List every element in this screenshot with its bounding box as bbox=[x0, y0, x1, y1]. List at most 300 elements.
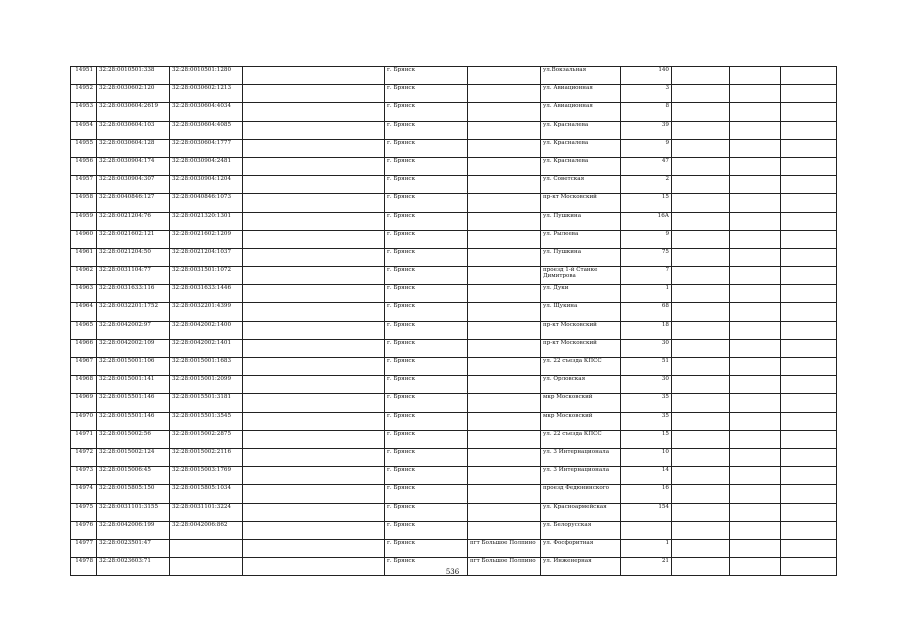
blank-cell bbox=[730, 394, 781, 412]
blank-cell bbox=[781, 503, 837, 521]
settlement-cell bbox=[468, 303, 541, 321]
street-cell: ул. Белорусская bbox=[541, 521, 621, 539]
row-number-cell: 14966 bbox=[71, 339, 97, 357]
blank-cell bbox=[781, 430, 837, 448]
blank-cell bbox=[243, 485, 385, 503]
blank-cell bbox=[781, 157, 837, 175]
city-cell: г. Брянск bbox=[385, 448, 468, 466]
street-cell: ул. Орловская bbox=[541, 376, 621, 394]
blank-cell bbox=[781, 139, 837, 157]
blank-cell bbox=[781, 358, 837, 376]
street-cell: пр-кт Московский bbox=[541, 194, 621, 212]
blank-cell bbox=[781, 521, 837, 539]
table-row bbox=[71, 157, 837, 175]
cadastral-number-cell: 32:28:0015501:146 bbox=[97, 412, 170, 430]
cadastral-number-cell: 32:28:0030604:103 bbox=[97, 121, 170, 139]
blank-cell bbox=[672, 194, 730, 212]
page-number: 536 bbox=[445, 568, 460, 576]
table-row bbox=[71, 448, 837, 466]
blank-cell bbox=[243, 248, 385, 266]
blank-cell bbox=[730, 194, 781, 212]
city-cell: г. Брянск bbox=[385, 467, 468, 485]
cadastral-number-cell: 32:28:0042002:109 bbox=[97, 339, 170, 357]
settlement-cell bbox=[468, 67, 541, 85]
city-cell: г. Брянск bbox=[385, 248, 468, 266]
street-cell: ул. Инженерная bbox=[541, 558, 621, 576]
table-row bbox=[71, 67, 837, 85]
cadastral-number-cell: 32:28:0021204:76 bbox=[97, 212, 170, 230]
blank-cell bbox=[730, 521, 781, 539]
street-cell: ул. Красналева bbox=[541, 121, 621, 139]
house-number-cell: 15 bbox=[621, 194, 672, 212]
blank-cell bbox=[243, 139, 385, 157]
city-cell: г. Брянск bbox=[385, 194, 468, 212]
blank-cell bbox=[243, 358, 385, 376]
city-cell: г. Брянск bbox=[385, 394, 468, 412]
blank-cell bbox=[672, 358, 730, 376]
cadastral-number-cell: 32:28:0015002:124 bbox=[97, 448, 170, 466]
blank-cell bbox=[781, 67, 837, 85]
blank-cell bbox=[243, 430, 385, 448]
city-cell: г. Брянск bbox=[385, 339, 468, 357]
settlement-cell bbox=[468, 230, 541, 248]
blank-cell bbox=[730, 485, 781, 503]
building-cadastral-number-cell: 32:28:0030904:1204 bbox=[170, 176, 243, 194]
row-number-cell: 14971 bbox=[71, 430, 97, 448]
row-number-cell: 14963 bbox=[71, 285, 97, 303]
blank-cell bbox=[781, 103, 837, 121]
cadastral-number-cell: 32:28:0042002:97 bbox=[97, 321, 170, 339]
building-cadastral-number-cell: 32:28:0032201:4399 bbox=[170, 303, 243, 321]
row-number-cell: 14951 bbox=[71, 67, 97, 85]
cadastral-number-cell: 32:28:0030904:174 bbox=[97, 157, 170, 175]
row-number-cell: 14962 bbox=[71, 267, 97, 285]
row-number-cell: 14974 bbox=[71, 485, 97, 503]
building-cadastral-number-cell: 32:28:0030602:1213 bbox=[170, 85, 243, 103]
settlement-cell bbox=[468, 448, 541, 466]
house-number-cell: 3 bbox=[621, 85, 672, 103]
blank-cell bbox=[730, 448, 781, 466]
settlement-cell bbox=[468, 467, 541, 485]
table-row bbox=[71, 321, 837, 339]
city-cell: г. Брянск bbox=[385, 230, 468, 248]
row-number-cell: 14968 bbox=[71, 376, 97, 394]
city-cell: г. Брянск bbox=[385, 85, 468, 103]
table-row bbox=[71, 230, 837, 248]
row-number-cell: 14964 bbox=[71, 303, 97, 321]
city-cell: г. Брянск bbox=[385, 558, 468, 576]
street-cell: ул. Авиационная bbox=[541, 85, 621, 103]
building-cadastral-number-cell: 32:28:0030904:2481 bbox=[170, 157, 243, 175]
street-cell: ул. 3 Интернационала bbox=[541, 448, 621, 466]
cadastral-number-cell: 32:28:0030604:128 bbox=[97, 139, 170, 157]
blank-cell bbox=[730, 121, 781, 139]
building-cadastral-number-cell: 32:28:0042002:1400 bbox=[170, 321, 243, 339]
house-number-cell: 7 bbox=[621, 267, 672, 285]
street-cell: ул. Советская bbox=[541, 176, 621, 194]
settlement-cell bbox=[468, 339, 541, 357]
blank-cell bbox=[781, 394, 837, 412]
building-cadastral-number-cell: 32:28:0030604:1777 bbox=[170, 139, 243, 157]
blank-cell bbox=[781, 121, 837, 139]
house-number-cell: 9 bbox=[621, 139, 672, 157]
building-cadastral-number-cell: 32:28:0042006:862 bbox=[170, 521, 243, 539]
blank-cell bbox=[243, 412, 385, 430]
blank-cell bbox=[672, 321, 730, 339]
blank-cell bbox=[781, 85, 837, 103]
blank-cell bbox=[672, 448, 730, 466]
blank-cell bbox=[781, 212, 837, 230]
blank-cell bbox=[672, 412, 730, 430]
blank-cell bbox=[730, 103, 781, 121]
row-number-cell: 14953 bbox=[71, 103, 97, 121]
settlement-cell bbox=[468, 394, 541, 412]
house-number-cell: 9 bbox=[621, 230, 672, 248]
blank-cell bbox=[672, 85, 730, 103]
settlement-cell bbox=[468, 376, 541, 394]
settlement-cell bbox=[468, 412, 541, 430]
blank-cell bbox=[672, 285, 730, 303]
blank-cell bbox=[730, 430, 781, 448]
blank-cell bbox=[672, 121, 730, 139]
table-row bbox=[71, 539, 837, 557]
table-row bbox=[71, 248, 837, 266]
cadastral-number-cell: 32:28:0031104:77 bbox=[97, 267, 170, 285]
cadastral-number-cell: 32:28:0030904:307 bbox=[97, 176, 170, 194]
table-row bbox=[71, 467, 837, 485]
row-number-cell: 14978 bbox=[71, 558, 97, 576]
blank-cell bbox=[730, 139, 781, 157]
blank-cell bbox=[672, 521, 730, 539]
row-number-cell: 14956 bbox=[71, 157, 97, 175]
cadastral-number-cell: 32:28:0031633:116 bbox=[97, 285, 170, 303]
table-row bbox=[71, 394, 837, 412]
city-cell: г. Брянск bbox=[385, 358, 468, 376]
building-cadastral-number-cell: 32:28:0031501:1072 bbox=[170, 267, 243, 285]
blank-cell bbox=[730, 212, 781, 230]
row-number-cell: 14972 bbox=[71, 448, 97, 466]
cadastral-number-cell: 32:28:0015501:146 bbox=[97, 394, 170, 412]
row-number-cell: 14959 bbox=[71, 212, 97, 230]
building-cadastral-number-cell: 32:28:0010501:1280 bbox=[170, 67, 243, 85]
table-row bbox=[71, 376, 837, 394]
building-cadastral-number-cell: 32:28:0015001:2099 bbox=[170, 376, 243, 394]
blank-cell bbox=[672, 67, 730, 85]
street-cell: мкр Московский bbox=[541, 394, 621, 412]
blank-cell bbox=[781, 248, 837, 266]
street-cell: проезд Федюнинского bbox=[541, 485, 621, 503]
blank-cell bbox=[730, 412, 781, 430]
table-row bbox=[71, 521, 837, 539]
cadastral-number-cell: 32:28:0015805:150 bbox=[97, 485, 170, 503]
address-register-table bbox=[70, 66, 837, 576]
building-cadastral-number-cell: 32:28:0015001:1683 bbox=[170, 358, 243, 376]
house-number-cell: 47 bbox=[621, 157, 672, 175]
row-number-cell: 14970 bbox=[71, 412, 97, 430]
settlement-cell bbox=[468, 285, 541, 303]
blank-cell bbox=[672, 103, 730, 121]
blank-cell bbox=[781, 230, 837, 248]
blank-cell bbox=[781, 176, 837, 194]
row-number-cell: 14965 bbox=[71, 321, 97, 339]
blank-cell bbox=[781, 285, 837, 303]
table-row bbox=[71, 194, 837, 212]
city-cell: г. Брянск bbox=[385, 321, 468, 339]
blank-cell bbox=[243, 121, 385, 139]
house-number-cell: 15 bbox=[621, 430, 672, 448]
blank-cell bbox=[243, 103, 385, 121]
city-cell: г. Брянск bbox=[385, 139, 468, 157]
blank-cell bbox=[730, 503, 781, 521]
blank-cell bbox=[730, 303, 781, 321]
row-number-cell: 14958 bbox=[71, 194, 97, 212]
blank-cell bbox=[672, 212, 730, 230]
house-number-cell: 51 bbox=[621, 358, 672, 376]
blank-cell bbox=[672, 139, 730, 157]
settlement-cell bbox=[468, 267, 541, 285]
house-number-cell: 68 bbox=[621, 303, 672, 321]
cadastral-number-cell: 32:28:0032201:1752 bbox=[97, 303, 170, 321]
blank-cell bbox=[243, 521, 385, 539]
house-number-cell: 16 bbox=[621, 485, 672, 503]
cadastral-number-cell: 32:28:0015001:141 bbox=[97, 376, 170, 394]
blank-cell bbox=[243, 321, 385, 339]
building-cadastral-number-cell: 32:28:0031633:1446 bbox=[170, 285, 243, 303]
settlement-cell bbox=[468, 212, 541, 230]
cadastral-number-cell: 32:28:0023603:71 bbox=[97, 558, 170, 576]
city-cell: г. Брянск bbox=[385, 430, 468, 448]
building-cadastral-number-cell: 32:28:0015501:3181 bbox=[170, 394, 243, 412]
blank-cell bbox=[672, 485, 730, 503]
blank-cell bbox=[781, 485, 837, 503]
table-row bbox=[71, 176, 837, 194]
street-cell: пр-кт Московский bbox=[541, 339, 621, 357]
blank-cell bbox=[243, 267, 385, 285]
row-number-cell: 14960 bbox=[71, 230, 97, 248]
blank-cell bbox=[672, 157, 730, 175]
row-number-cell: 14976 bbox=[71, 521, 97, 539]
blank-cell bbox=[781, 321, 837, 339]
building-cadastral-number-cell: 32:28:0021602:1209 bbox=[170, 230, 243, 248]
blank-cell bbox=[243, 303, 385, 321]
city-cell: г. Брянск bbox=[385, 503, 468, 521]
blank-cell bbox=[243, 539, 385, 557]
blank-cell bbox=[672, 339, 730, 357]
settlement-cell: пгт Большое Полпино bbox=[468, 539, 541, 557]
house-number-cell: 35 bbox=[621, 394, 672, 412]
row-number-cell: 14955 bbox=[71, 139, 97, 157]
house-number-cell: 154 bbox=[621, 503, 672, 521]
blank-cell bbox=[243, 339, 385, 357]
settlement-cell bbox=[468, 85, 541, 103]
street-cell: пр-кт Московский bbox=[541, 321, 621, 339]
settlement-cell bbox=[468, 430, 541, 448]
blank-cell bbox=[672, 467, 730, 485]
cadastral-number-cell: 32:28:0042006:199 bbox=[97, 521, 170, 539]
settlement-cell bbox=[468, 139, 541, 157]
street-cell: ул. Пушкина bbox=[541, 212, 621, 230]
cadastral-number-cell: 32:28:0015001:106 bbox=[97, 358, 170, 376]
settlement-cell bbox=[468, 485, 541, 503]
house-number-cell: 140 bbox=[621, 67, 672, 85]
table-row bbox=[71, 358, 837, 376]
table-row bbox=[71, 139, 837, 157]
blank-cell bbox=[243, 394, 385, 412]
building-cadastral-number-cell: 32:28:0021204:1037 bbox=[170, 248, 243, 266]
building-cadastral-number-cell: 32:28:0042002:1401 bbox=[170, 339, 243, 357]
street-cell: ул. Красналева bbox=[541, 157, 621, 175]
blank-cell bbox=[781, 448, 837, 466]
blank-cell bbox=[243, 285, 385, 303]
city-cell: г. Брянск bbox=[385, 157, 468, 175]
building-cadastral-number-cell: 32:28:0030604:4085 bbox=[170, 121, 243, 139]
house-number-cell: 1 bbox=[621, 285, 672, 303]
city-cell: г. Брянск bbox=[385, 67, 468, 85]
table-row bbox=[71, 267, 837, 285]
street-cell: ул. Фосфоритная bbox=[541, 539, 621, 557]
blank-cell bbox=[243, 157, 385, 175]
building-cadastral-number-cell: 32:28:0021320:1301 bbox=[170, 212, 243, 230]
blank-cell bbox=[243, 467, 385, 485]
house-number-cell: 21 bbox=[621, 558, 672, 576]
building-cadastral-number-cell: 32:28:0031101:3224 bbox=[170, 503, 243, 521]
blank-cell bbox=[781, 339, 837, 357]
table-row bbox=[71, 412, 837, 430]
blank-cell bbox=[781, 303, 837, 321]
house-number-cell: 75 bbox=[621, 248, 672, 266]
city-cell: г. Брянск bbox=[385, 303, 468, 321]
building-cadastral-number-cell: 32:28:0030604:4034 bbox=[170, 103, 243, 121]
street-cell: ул.Вокзальная bbox=[541, 67, 621, 85]
cadastral-number-cell: 32:28:0021204:50 bbox=[97, 248, 170, 266]
blank-cell bbox=[243, 448, 385, 466]
building-cadastral-number-cell: 32:28:0015501:3545 bbox=[170, 412, 243, 430]
blank-cell bbox=[730, 539, 781, 557]
city-cell: г. Брянск bbox=[385, 121, 468, 139]
house-number-cell bbox=[621, 521, 672, 539]
blank-cell bbox=[730, 358, 781, 376]
settlement-cell: пгт Большое Полпино bbox=[468, 558, 541, 576]
building-cadastral-number-cell: 32:28:0040846:1073 bbox=[170, 194, 243, 212]
house-number-cell: 30 bbox=[621, 376, 672, 394]
blank-cell bbox=[730, 157, 781, 175]
table-row bbox=[71, 212, 837, 230]
city-cell: г. Брянск bbox=[385, 267, 468, 285]
blank-cell bbox=[781, 267, 837, 285]
blank-cell bbox=[243, 67, 385, 85]
cadastral-number-cell: 32:28:0015002:56 bbox=[97, 430, 170, 448]
city-cell: г. Брянск bbox=[385, 212, 468, 230]
table-row bbox=[71, 339, 837, 357]
blank-cell bbox=[672, 539, 730, 557]
blank-cell bbox=[781, 376, 837, 394]
city-cell: г. Брянск bbox=[385, 376, 468, 394]
street-cell: проезд 1-й Станке Димитрова bbox=[541, 267, 621, 285]
city-cell: г. Брянск bbox=[385, 521, 468, 539]
street-cell: ул. Рылеева bbox=[541, 230, 621, 248]
row-number-cell: 14954 bbox=[71, 121, 97, 139]
blank-cell bbox=[730, 285, 781, 303]
blank-cell bbox=[781, 412, 837, 430]
blank-cell bbox=[672, 503, 730, 521]
city-cell: г. Брянск bbox=[385, 285, 468, 303]
street-cell: ул. 3 Интернационала bbox=[541, 467, 621, 485]
house-number-cell: 30 bbox=[621, 339, 672, 357]
building-cadastral-number-cell: 32:28:0015805:1034 bbox=[170, 485, 243, 503]
building-cadastral-number-cell: 32:28:0015002:2875 bbox=[170, 430, 243, 448]
table-row bbox=[71, 303, 837, 321]
blank-cell bbox=[730, 339, 781, 357]
house-number-cell: 10 bbox=[621, 448, 672, 466]
blank-cell bbox=[672, 303, 730, 321]
cadastral-number-cell: 32:28:0030604:2619 bbox=[97, 103, 170, 121]
blank-cell bbox=[672, 248, 730, 266]
street-cell: ул. Щукина bbox=[541, 303, 621, 321]
table-row bbox=[71, 121, 837, 139]
street-cell: ул. 22 съезда КПСС bbox=[541, 358, 621, 376]
city-cell: г. Брянск bbox=[385, 176, 468, 194]
cadastral-number-cell: 32:28:0040846:127 bbox=[97, 194, 170, 212]
blank-cell bbox=[781, 467, 837, 485]
blank-cell bbox=[781, 539, 837, 557]
blank-cell bbox=[672, 376, 730, 394]
house-number-cell: 35 bbox=[621, 412, 672, 430]
street-cell: ул. Авиационная bbox=[541, 103, 621, 121]
blank-cell bbox=[672, 267, 730, 285]
blank-cell bbox=[243, 503, 385, 521]
table-row bbox=[71, 285, 837, 303]
row-number-cell: 14957 bbox=[71, 176, 97, 194]
house-number-cell: 1 bbox=[621, 539, 672, 557]
settlement-cell bbox=[468, 157, 541, 175]
settlement-cell bbox=[468, 358, 541, 376]
blank-cell bbox=[730, 230, 781, 248]
blank-cell bbox=[243, 376, 385, 394]
settlement-cell bbox=[468, 121, 541, 139]
row-number-cell: 14977 bbox=[71, 539, 97, 557]
blank-cell bbox=[672, 394, 730, 412]
blank-cell bbox=[672, 230, 730, 248]
cadastral-number-cell: 32:28:0015006:45 bbox=[97, 467, 170, 485]
house-number-cell: 8 bbox=[621, 103, 672, 121]
blank-cell bbox=[730, 85, 781, 103]
blank-cell bbox=[781, 194, 837, 212]
row-number-cell: 14973 bbox=[71, 467, 97, 485]
settlement-cell bbox=[468, 248, 541, 266]
settlement-cell bbox=[468, 503, 541, 521]
table-row bbox=[71, 85, 837, 103]
building-cadastral-number-cell: 32:28:0015002:2116 bbox=[170, 448, 243, 466]
settlement-cell bbox=[468, 176, 541, 194]
blank-cell bbox=[730, 467, 781, 485]
blank-cell bbox=[243, 194, 385, 212]
table-row bbox=[71, 430, 837, 448]
blank-cell bbox=[243, 85, 385, 103]
blank-cell bbox=[730, 248, 781, 266]
settlement-cell bbox=[468, 103, 541, 121]
house-number-cell: 39 bbox=[621, 121, 672, 139]
city-cell: г. Брянск bbox=[385, 539, 468, 557]
house-number-cell: 18 bbox=[621, 321, 672, 339]
house-number-cell: 14 bbox=[621, 467, 672, 485]
table-body bbox=[71, 67, 837, 576]
table-row bbox=[71, 503, 837, 521]
street-cell: ул. Красноармейская bbox=[541, 503, 621, 521]
row-number-cell: 14975 bbox=[71, 503, 97, 521]
row-number-cell: 14967 bbox=[71, 358, 97, 376]
blank-cell bbox=[243, 230, 385, 248]
table-row bbox=[71, 103, 837, 121]
